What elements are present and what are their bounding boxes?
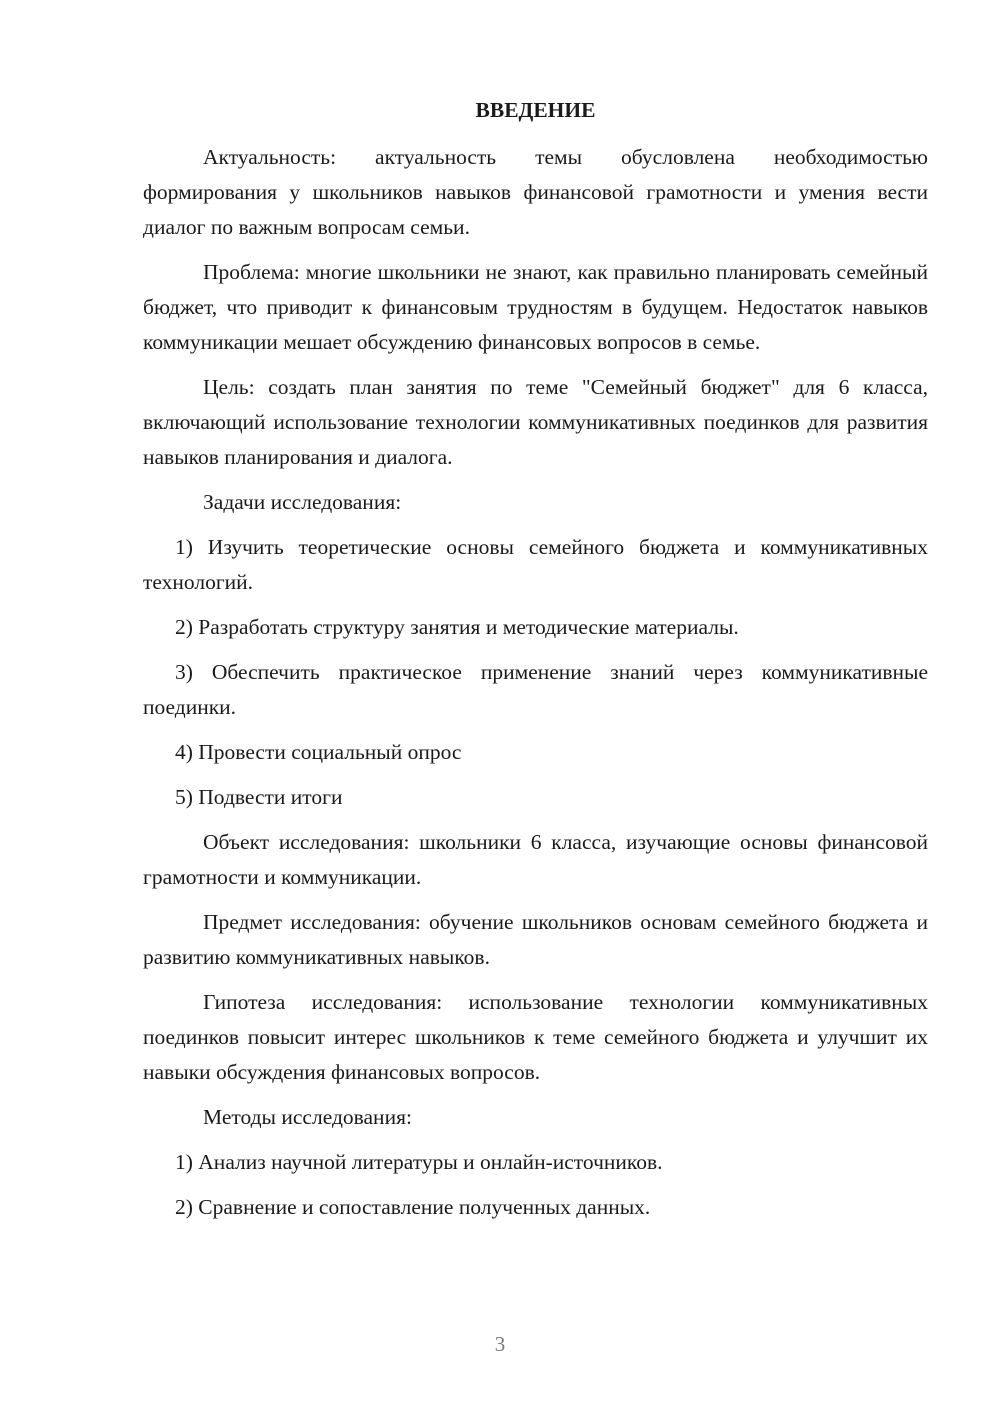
document-page xyxy=(143,95,928,1235)
task-item-5: 5) Подвести итоги xyxy=(175,785,343,809)
page-number: 3 xyxy=(494,1332,506,1356)
method-item-1: 1) Анализ научной литературы и онлайн-источников. xyxy=(175,1150,663,1174)
task-item-2: 2) Разработать структуру занятия и методические материалы. xyxy=(175,615,739,639)
task-item-4: 4) Провести социальный опрос xyxy=(175,740,462,764)
page-title: ВВЕДЕНИЕ xyxy=(475,98,596,122)
paragraph-goal: Цель: создать план занятия по теме "Семейный бюджет" для 6 класса, включающий использование технологии коммуникативных поединков для развития навыков планирования и диалога. xyxy=(143,375,928,469)
method-item-2: 2) Сравнение и сопоставление полученных данных. xyxy=(175,1195,651,1219)
task-item-1: 1) Изучить теоретические основы семейного бюджета и коммуникативных технологий. xyxy=(143,535,928,594)
paragraph-relevance: Актуальность: актуальность темы обусловлена необходимостью формирования у школьников навыков финансовой грамотности и умения вести диалог по важным вопросам семьи. xyxy=(143,145,928,239)
paragraph-problem: Проблема: многие школьники не знают, как правильно планировать семейный бюджет, что приводит к финансовым трудностям в будущем. Недостаток навыков коммуникации мешает обсуждению финансовых вопросов в семье. xyxy=(143,260,928,354)
paragraph-object: Объект исследования: школьники 6 класса, изучающие основы финансовой грамотности и коммуникации. xyxy=(143,830,928,889)
paragraph-subject: Предмет исследования: обучение школьников основам семейного бюджета и развитию коммуникативных навыков. xyxy=(143,910,928,969)
paragraph-methods-heading: Методы исследования: xyxy=(203,1105,412,1129)
paragraph-hypothesis: Гипотеза исследования: использование технологии коммуникативных поединков повысит интерес школьников к теме семейного бюджета и улучшит их навыки обсуждения финансовых вопросов. xyxy=(143,990,928,1084)
task-item-3: 3) Обеспечить практическое применение знаний через коммуникативные поединки. xyxy=(143,660,928,719)
paragraph-tasks-heading: Задачи исследования: xyxy=(203,490,402,514)
